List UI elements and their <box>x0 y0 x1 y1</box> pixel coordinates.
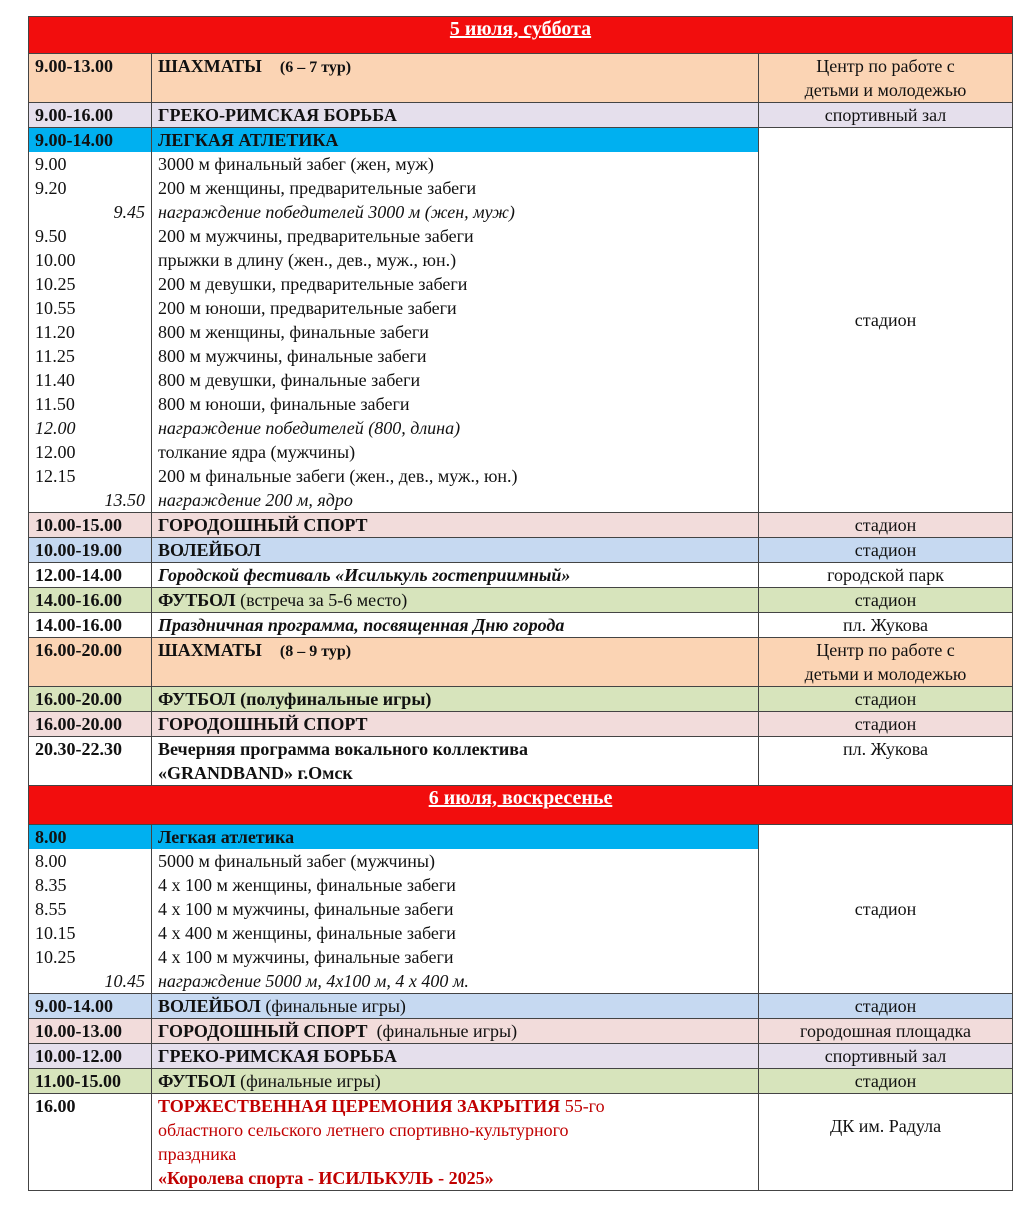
place-cell: стадион <box>759 1069 1013 1094</box>
event-title: ГРЕКО-РИМСКАЯ БОРЬБА <box>152 1044 759 1069</box>
row-festival <box>29 563 1013 588</box>
place-line: Центр по работе с <box>816 56 955 76</box>
event-title: Праздничная программа, посвященная Дню города <box>152 613 759 638</box>
time-cell: 10.00-13.00 <box>29 1019 152 1044</box>
time-cell: 16.00-20.00 <box>29 712 152 737</box>
item-text: 200 м юноши, предварительные забеги <box>152 296 759 320</box>
event-title: Городской фестиваль «Исилькуль гостеприимный» <box>152 563 759 588</box>
item-time: 8.35 <box>29 873 152 897</box>
event-title: ГРЕКО-РИМСКАЯ БОРЬБА <box>152 103 759 128</box>
item-time: 12.00 <box>29 416 152 440</box>
item-text: награждение 5000 м, 4х100 м, 4 х 400 м. <box>152 969 759 994</box>
place-cell: ДК им. Радула <box>759 1094 1013 1191</box>
day-header-1 <box>29 17 1013 54</box>
item-text: прыжки в длину (жен., дев., муж., юн.) <box>152 248 759 272</box>
item-text: награждение 200 м, ядро <box>152 488 759 513</box>
row-volleyball-1 <box>29 538 1013 563</box>
item-text: 800 м женщины, финальные забеги <box>152 320 759 344</box>
event-title: ГОРОДОШНЫЙ СПОРТ <box>152 712 759 737</box>
event-cell <box>152 638 759 687</box>
event-line: «Королева спорта - ИСИЛЬКУЛЬ - 2025» <box>158 1168 494 1188</box>
event-title: ГОРОДОШНЫЙ СПОРТ <box>152 513 759 538</box>
item-time: 8.00 <box>29 849 152 873</box>
event-title: ШАХМАТЫ <box>158 56 262 76</box>
item-time: 10.45 <box>29 969 152 994</box>
place-cell: стадион <box>759 687 1013 712</box>
row-chess-1 <box>29 54 1013 103</box>
event-title: Вечерняя программа вокального коллектива <box>158 739 528 759</box>
place-cell: городской парк <box>759 563 1013 588</box>
place-cell: пл. Жукова <box>759 737 1013 786</box>
item-time: 11.50 <box>29 392 152 416</box>
event-note: (6 – 7 тур) <box>279 59 352 76</box>
item-time: 9.20 <box>29 176 152 200</box>
place-cell: стадион <box>759 588 1013 613</box>
place-line: детьми и молодежью <box>804 80 967 100</box>
item-text: 5000 м финальный забег (мужчины) <box>152 849 759 873</box>
item-time: 10.15 <box>29 921 152 945</box>
time-cell: 10.00-15.00 <box>29 513 152 538</box>
event-cell <box>152 994 759 1019</box>
place-cell: спортивный зал <box>759 103 1013 128</box>
item-text: 800 м девушки, финальные забеги <box>152 368 759 392</box>
item-text: награждение победителей (800, длина) <box>152 416 759 440</box>
event-line: областного сельского летнего спортивно-культурного <box>158 1120 569 1140</box>
row-cityday <box>29 613 1013 638</box>
time-cell: 14.00-16.00 <box>29 588 152 613</box>
event-cell <box>152 1069 759 1094</box>
event-note: (финальные игры) <box>265 996 406 1016</box>
item-time: 10.25 <box>29 272 152 296</box>
event-title: ВОЛЕЙБОЛ <box>158 996 261 1016</box>
time-cell: 12.00-14.00 <box>29 563 152 588</box>
row-wrestling-1 <box>29 103 1013 128</box>
item-text: 4 х 100 м мужчины, финальные забеги <box>152 897 759 921</box>
event-title: ШАХМАТЫ <box>158 640 262 660</box>
item-text: 4 х 100 м женщины, финальные забеги <box>152 873 759 897</box>
place-cell: стадион <box>759 712 1013 737</box>
event-title: ТОРЖЕСТВЕННАЯ ЦЕРЕМОНИЯ ЗАКРЫТИЯ <box>158 1096 561 1116</box>
time-cell: 16.00-20.00 <box>29 638 152 687</box>
item-text: 200 м женщины, предварительные забеги <box>152 176 759 200</box>
schedule-table <box>28 16 1013 1191</box>
place-cell: стадион <box>759 994 1013 1019</box>
row-football-3 <box>29 1069 1013 1094</box>
item-text: награждение победителей 3000 м (жен, муж) <box>152 200 759 224</box>
event-note: (встреча за 5-6 место) <box>240 590 408 610</box>
time-cell: 9.00-14.00 <box>29 128 152 153</box>
row-wrestling-2 <box>29 1044 1013 1069</box>
row-chess-2 <box>29 638 1013 687</box>
event-title: ФУТБОЛ <box>158 1071 236 1091</box>
item-text: 3000 м финальный забег (жен, муж) <box>152 152 759 176</box>
item-time: 8.55 <box>29 897 152 921</box>
item-time: 11.25 <box>29 344 152 368</box>
time-cell: 10.00-12.00 <box>29 1044 152 1069</box>
row-gorodki-2 <box>29 712 1013 737</box>
event-cell <box>152 54 759 103</box>
time-cell: 8.00 <box>29 825 152 850</box>
item-time: 10.00 <box>29 248 152 272</box>
item-time: 11.40 <box>29 368 152 392</box>
place-cell: стадион <box>759 538 1013 563</box>
event-note: (финальные игры) <box>376 1021 518 1041</box>
place-cell: стадион <box>759 513 1013 538</box>
time-cell: 16.00 <box>29 1094 152 1191</box>
event-title: Легкая атлетика <box>152 825 759 850</box>
time-cell: 9.00-14.00 <box>29 994 152 1019</box>
place-cell: стадион <box>759 128 1013 513</box>
place-cell <box>759 54 1013 103</box>
item-text: 4 х 100 м мужчины, финальные забеги <box>152 945 759 969</box>
item-text: 4 х 400 м женщины, финальные забеги <box>152 921 759 945</box>
row-football-1 <box>29 588 1013 613</box>
place-cell <box>759 638 1013 687</box>
day-title: 6 июля, воскресенье <box>428 787 613 809</box>
item-text: толкание ядра (мужчины) <box>152 440 759 464</box>
item-text: 800 м мужчины, финальные забеги <box>152 344 759 368</box>
event-title-tail: 55-го <box>564 1096 605 1116</box>
item-time: 10.25 <box>29 945 152 969</box>
item-text: 800 м юноши, финальные забеги <box>152 392 759 416</box>
place-cell: спортивный зал <box>759 1044 1013 1069</box>
event-title: ВОЛЕЙБОЛ <box>152 538 759 563</box>
event-cell <box>152 588 759 613</box>
time-cell: 11.00-15.00 <box>29 1069 152 1094</box>
time-cell: 14.00-16.00 <box>29 613 152 638</box>
schedule-sheet <box>28 16 1012 1191</box>
day-title: 5 июля, суббота <box>449 18 592 40</box>
item-time: 12.00 <box>29 440 152 464</box>
item-time: 12.15 <box>29 464 152 488</box>
item-text: 200 м финальные забеги (жен., дев., муж., юн.) <box>152 464 759 488</box>
place-line: детьми и молодежью <box>804 664 967 684</box>
item-time: 11.20 <box>29 320 152 344</box>
time-cell: 9.00-16.00 <box>29 103 152 128</box>
row-volleyball-2 <box>29 994 1013 1019</box>
event-subtitle: «GRANDBAND» г.Омск <box>158 763 353 783</box>
event-line: праздника <box>158 1144 237 1164</box>
time-cell: 10.00-19.00 <box>29 538 152 563</box>
event-title: ФУТБОЛ <box>158 590 236 610</box>
item-text: 200 м мужчины, предварительные забеги <box>152 224 759 248</box>
time-cell: 20.30-22.30 <box>29 737 152 786</box>
row-evening <box>29 737 1013 786</box>
day-header-2 <box>29 786 1013 825</box>
place-line: Центр по работе с <box>816 640 955 660</box>
item-text: 200 м девушки, предварительные забеги <box>152 272 759 296</box>
row-closing <box>29 1094 1013 1191</box>
event-title: ФУТБОЛ (полуфинальные игры) <box>152 687 759 712</box>
event-cell <box>152 1019 759 1044</box>
row-football-2 <box>29 687 1013 712</box>
item-time: 9.50 <box>29 224 152 248</box>
item-time: 10.55 <box>29 296 152 320</box>
row-athletics-1 <box>29 128 1013 153</box>
place-cell: стадион <box>759 825 1013 994</box>
row-athletics-2 <box>29 825 1013 850</box>
event-note: (финальные игры) <box>240 1071 381 1091</box>
event-note: (8 – 9 тур) <box>279 643 352 660</box>
row-gorodki-3 <box>29 1019 1013 1044</box>
time-cell: 16.00-20.00 <box>29 687 152 712</box>
item-time: 9.45 <box>29 200 152 224</box>
row-gorodki-1 <box>29 513 1013 538</box>
item-time: 13.50 <box>29 488 152 513</box>
event-title: ГОРОДОШНЫЙ СПОРТ <box>158 1021 368 1041</box>
event-cell <box>152 1094 759 1191</box>
item-time: 9.00 <box>29 152 152 176</box>
time-cell: 9.00-13.00 <box>29 54 152 103</box>
place-cell: городошная площадка <box>759 1019 1013 1044</box>
place-cell: пл. Жукова <box>759 613 1013 638</box>
event-title: ЛЕГКАЯ АТЛЕТИКА <box>152 128 759 153</box>
event-cell <box>152 737 759 786</box>
